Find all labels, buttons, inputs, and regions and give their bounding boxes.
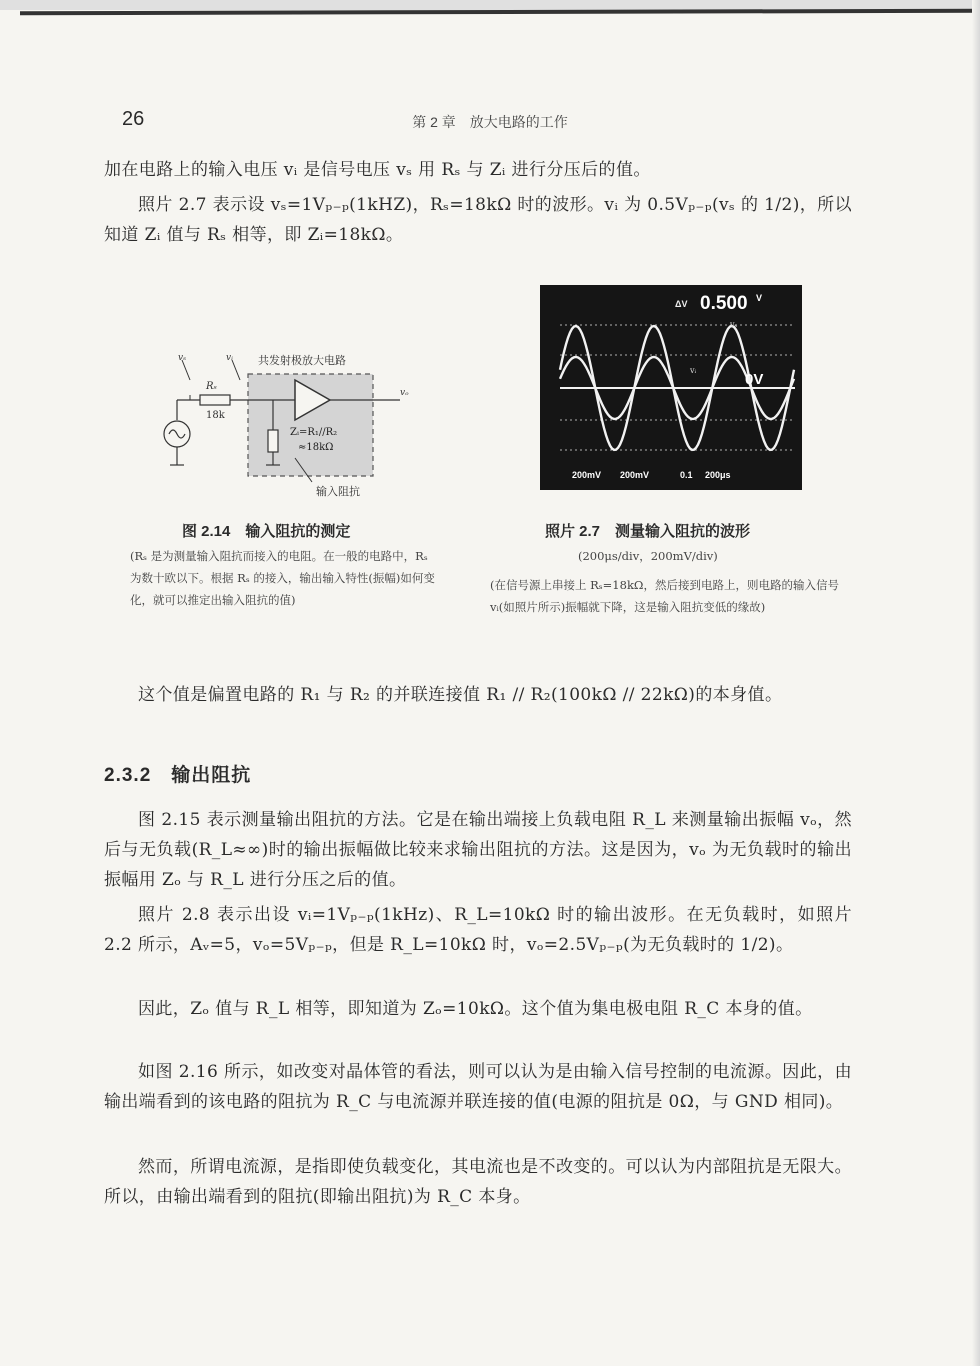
label-vs: vₛ [178, 353, 187, 363]
bottom-label-ch2: 200mV [620, 470, 650, 480]
bottom-label-timebase: 200μs [705, 470, 731, 480]
paragraph-6: 因此，Zₒ 值与 R_L 相等，即知道为 Zₒ=10kΩ。这个值为集电极电阻 R_C 本身的值。 [138, 999, 813, 1019]
paragraph-2: 照片 2.7 表示设 vₛ=1Vₚ₋ₚ(1kHZ)，Rₛ=18kΩ 时的波形。vᵢ 为 0.5Vₚ₋ₚ(vₛ 的 1/2)，所以知道 Zᵢ 值与 Rₛ 相等，即 Zᵢ=18kΩ。 [104, 195, 852, 245]
figure-2-14-note: (Rₛ 是为测量输入阻抗而接入的电阻。在一般的电路中，Rₛ 为数十欧以下。根据 Rₛ 的接入，输出输入特性(振幅)如何变化，就可以推定出输入阻抗的值) [130, 549, 435, 607]
readout-prefix: ΔV [675, 299, 688, 309]
trace-label-lower: vᵢ [690, 366, 697, 375]
zi-value: ≈18kΩ [298, 442, 334, 453]
rs-value: 18k [206, 410, 225, 421]
paragraph-5: 照片 2.8 表示出设 vᵢ=1Vₚ₋ₚ(1kHz)、R_L=10kΩ 时的输出波形。在无负载时，如照片 2.2 所示，Aᵥ=5，vₒ=5Vₚ₋ₚ，但是 R_L=10kΩ 时，vₒ=2.5Vₚ₋ₚ(为无负载时的 1/2)。 [104, 905, 852, 955]
paragraph-8: 然而，所谓电流源，是指即使负载变化，其电流也是不改变的。可以认为内部阻抗是无限大。所以，由输出端看到的阻抗(即输出阻抗)为 R_C 本身。 [104, 1157, 852, 1207]
paragraph-4: 图 2.15 表示测量输出阻抗的方法。它是在输出端接上负载电阻 R_L 来测量输出振幅 vₒ，然后与无负载(R_L≈∞)时的输出振幅做比较来求输出阻抗的方法。这是因为，vₒ 为无负载时的输出振幅用 Zₒ 与 R_L 进行分压之后的值。 [104, 810, 852, 890]
readout-unit: V [756, 293, 763, 303]
paragraph-3: 这个值是偏置电路的 R₁ 与 R₂ 的并联连接值 R₁ // R₂(100kΩ // 22kΩ)的本身值。 [138, 685, 783, 705]
photo-2-7-oscilloscope [540, 285, 802, 490]
arrow-input [182, 360, 190, 380]
arrow-vi [232, 360, 240, 380]
resistor-zi [268, 430, 278, 452]
zero-label: 0V [745, 371, 764, 388]
resistor-rs [200, 395, 230, 405]
zi-formula: Zᵢ=R₁//R₂ [290, 427, 338, 438]
input-impedance-label: 输入阻抗 [316, 485, 360, 498]
photo-2-7-caption: 照片 2.7 测量输入阻抗的波形 [545, 523, 751, 540]
paragraph-7: 如图 2.16 所示，如改变对晶体管的看法，则可以认为是由输入信号控制的电流源。因此，由输出端看到的该电路的阻抗为 R_C 与电流源并联连接的值(电源的阻抗是 0Ω，与 GND 相同)。 [104, 1062, 852, 1112]
paragraph-1: 加在电路上的输入电压 vᵢ 是信号电压 vₛ 用 Rₛ 与 Zᵢ 进行分压后的值。 [104, 160, 651, 180]
rs-name: Rₛ [206, 381, 217, 392]
page-right-edge [972, 0, 980, 1366]
photo-2-7-note: (在信号源上串接上 Rₛ=18kΩ，然后接到电路上，则电路的输入信号 vᵢ(如照片所示)振幅就下降，这是输入阻抗变低的缘故) [490, 578, 839, 614]
circuit-title: 共发射极放大电路 [258, 354, 346, 367]
photo-2-7-subcaption: (200μs/div，200mV/div) [578, 549, 718, 563]
section-heading-2-3-2: 2.3.2 输出阻抗 [104, 765, 252, 786]
figure-2-14-circuit [150, 340, 440, 510]
readout-value: 0.500 [700, 293, 748, 314]
bottom-label-delay: 0.1 [680, 470, 693, 480]
bottom-label-ch1: 200mV [572, 470, 602, 480]
page-number: 26 [122, 108, 145, 130]
label-vo: vₒ [400, 388, 409, 398]
trace-label-upper: vₛ [730, 320, 738, 329]
running-head: 第 2 章 放大电路的工作 [412, 114, 568, 130]
label-vi: vᵢ [226, 353, 233, 363]
figure-2-14-caption: 图 2.14 输入阻抗的测定 [182, 523, 351, 540]
